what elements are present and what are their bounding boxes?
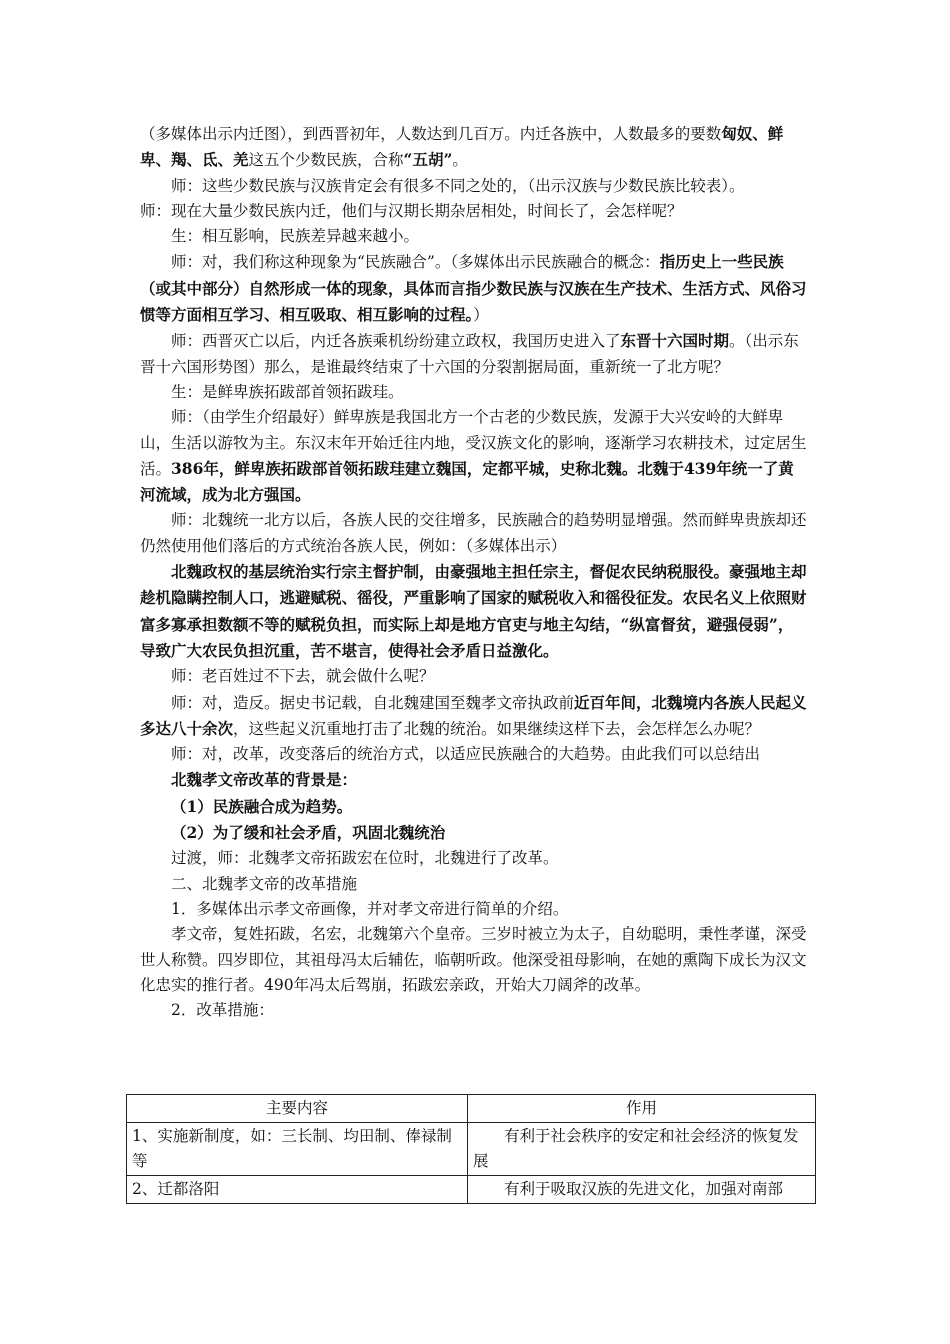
paragraph — [140, 846, 808, 871]
paragraph — [140, 405, 808, 508]
text-run: 师：对，造反。据史书记载，自北魏建国至魏孝文帝执政前 — [171, 693, 575, 712]
bold-text-run: “五胡” — [403, 150, 453, 170]
table-header-row — [127, 1095, 816, 1123]
text-run: 过渡，师：北魏孝文帝拓跋宏在位时，北魏进行了改革。 — [171, 849, 559, 868]
text-run: 。 — [452, 151, 468, 170]
table-row — [127, 1176, 816, 1204]
paragraph — [140, 224, 808, 249]
paragraph — [140, 664, 808, 689]
paragraph — [140, 767, 808, 793]
table-cell-content: 2、迁都洛阳 — [127, 1176, 468, 1204]
paragraph — [140, 897, 808, 922]
paragraph — [140, 380, 808, 405]
bold-text-run: 近百年间，北魏境内各族人民起义多达八十余次 — [140, 692, 807, 738]
paragraph — [140, 249, 808, 328]
text-run: 这五个少数民族，合称 — [248, 151, 404, 170]
paragraph — [140, 174, 808, 199]
table-cell-effect: 有利于社会秩序的安定和社会经济的恢复发展 — [468, 1123, 816, 1176]
text-run: 师：对，改革，改变落后的统治方式，以适应民族融合的大趋势。由此我们可以总结出 — [171, 745, 761, 764]
reform-measures-table — [126, 1094, 816, 1204]
text-run: 师：老百姓过不下去，就会做什么呢？ — [171, 667, 435, 686]
text-run: 师：（由学生介绍最好）鲜卑族是我国北方一个古老的少数民族，发源于大兴安岭的大鲜卑山，生活以游牧为主。东汉末年开始迁往内地，受汉族文化的影响，逐渐学习农耕技术，过定居生活。 — [140, 408, 807, 478]
text-run: ，这些起义沉重地打击了北魏的统治。如果继续这样下去，会怎样怎么办呢？ — [233, 719, 761, 738]
bold-text-run: 北魏孝文帝改革的背景是： — [171, 770, 358, 790]
table-cell-content: 1、实施新制度，如：三长制、均田制、俸禄制等 — [127, 1123, 468, 1176]
text-run: 师：西晋灭亡以后，内迁各族乘机纷纷建立政权，我国历史进入了 — [171, 332, 621, 351]
table-header-effect: 作用 — [468, 1095, 816, 1123]
text-run: 2．改革措施： — [171, 1001, 274, 1020]
table-row — [127, 1123, 816, 1176]
paragraph — [140, 690, 808, 743]
paragraph — [140, 794, 808, 820]
text-run: 。（出示东晋十六国形势图）那么，是谁最终结束了十六国的分裂割据局面，重新统一了北方呢？ — [140, 332, 799, 376]
paragraph — [140, 199, 808, 224]
paragraph — [140, 559, 808, 664]
bold-text-run: 东晋十六国时期 — [620, 331, 730, 351]
text-run: 孝文帝，复姓拓跋，名宏，北魏第六个皇帝。三岁时被立为太子，自幼聪明，秉性孝谨，深受世人称赞。四岁即位，其祖母冯太后辅佐，临朝听政。他深受祖母影响，在她的熏陶下成长为汉文化忠实的推行者。490年冯太后驾崩，拓跋宏亲政，开始大刀阔斧的改革。 — [140, 925, 807, 994]
paragraph — [140, 820, 808, 846]
paragraph — [140, 742, 808, 767]
bold-text-run: 指历史上一些民族（或其中部分）自然形成一体的现象，具体而言指少数民族与汉族在生产技术、生活方式、风俗习惯等方面相互学习、相互吸取、相互影响的过程。 — [140, 252, 807, 325]
text-run: ） — [473, 306, 489, 325]
text-run: 二、北魏孝文帝的改革措施 — [171, 874, 358, 893]
text-run: 师：现在大量少数民族内迁，他们与汉期长期杂居相处，时间长了，会怎样呢？ — [140, 201, 683, 220]
paragraph — [140, 121, 808, 174]
bold-text-run: 386年，鲜卑族拓跋部首领拓跋珪建立魏国，定都平城，史称北魏。北魏于439年统一了黄河流域，成为北方强国。 — [140, 458, 794, 505]
text-run: 生：是鲜卑族拓跋部首领拓跋珪。 — [171, 382, 404, 401]
bold-text-run: 北魏政权的基层统治实行宗主督护制，由豪强地主担任宗主，督促农民纳税服役。豪强地主却趁机隐瞒控制人口，逃避赋税、徭役，严重影响了国家的赋税收入和徭役征发。农民名义上依照财富多寡承担数额不等的赋税负担，而实际上却是地方官吏与地主勾结，“纵富督贫，避强侵弱”，导致广大农民负担沉重，苦不堪言，使得社会矛盾日益激化。 — [140, 562, 807, 660]
text-run: （多媒体出示内迁图），到西晋初年，人数达到几百万。内迁各族中，人数最多的要数 — [140, 125, 722, 143]
text-run: 师：这些少数民族与汉族肯定会有很多不同之处的，（出示汉族与少数民族比较表）。 — [171, 176, 745, 195]
paragraph — [140, 998, 808, 1023]
table-header-content: 主要内容 — [127, 1095, 468, 1123]
lesson-text — [140, 121, 808, 1023]
paragraph — [140, 328, 808, 380]
text-run: 师：对，我们称这种现象为“民族融合”。（多媒体出示民族融合的概念： — [171, 253, 660, 272]
paragraph — [140, 872, 808, 897]
paragraph — [140, 508, 808, 559]
text-run: 师：北魏统一北方以后，各族人民的交往增多，民族融合的趋势明显增强。然而鲜卑贵族却还仍然使用他们落后的方式统治各族人民，例如：（多媒体出示） — [140, 511, 807, 555]
paragraph — [140, 922, 808, 998]
text-run: 生：相互影响，民族差异越来越小。 — [171, 227, 420, 246]
bold-text-run: （2）为了缓和社会矛盾，巩固北魏统治 — [171, 823, 446, 843]
bold-text-run: （1）民族融合成为趋势。 — [171, 796, 353, 816]
text-run: 1．多媒体出示孝文帝画像，并对孝文帝进行简单的介绍。 — [171, 899, 569, 918]
table-cell-effect: 有利于吸取汉族的先进文化，加强对南部 — [468, 1176, 816, 1204]
bold-text-run: 匈奴、鲜卑、羯、氐、羌 — [140, 124, 784, 170]
